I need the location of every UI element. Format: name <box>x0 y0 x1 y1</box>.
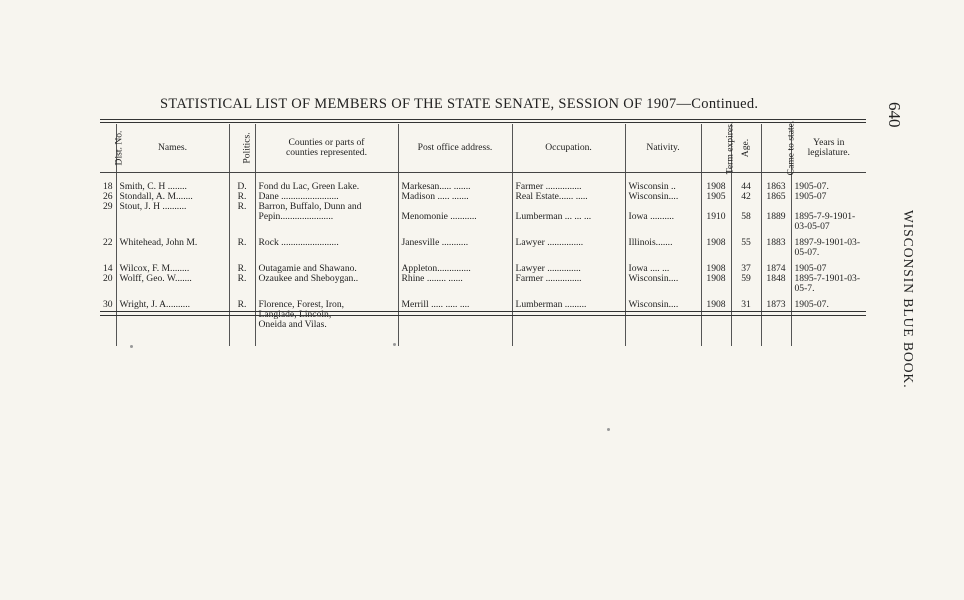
cell-occupation: Farmer ............... <box>512 274 625 294</box>
cell-politics: R. <box>229 294 255 346</box>
cell-name: Wolff, Geo. W....... <box>116 274 229 294</box>
cell-counties: Fond du Lac, Green Lake. <box>255 173 398 193</box>
cell-term: 1908 <box>701 232 731 258</box>
table-row <box>100 294 866 346</box>
paper-speck <box>130 345 133 348</box>
cell-nativity: Iowa .......... <box>625 202 701 232</box>
cell-nativity: Illinois....... <box>625 232 701 258</box>
cell-dist: 18 <box>100 173 116 193</box>
col-years-header: Years in legislature. <box>791 124 866 173</box>
cell-nativity: Wisconsin.... <box>625 274 701 294</box>
col-nativity-header: Nativity. <box>625 124 701 173</box>
cell-dist: 22 <box>100 232 116 258</box>
cell-counties: Florence, Forest, Iron, Langlade, Lincoln, Oneida and Vilas. <box>255 294 398 346</box>
cell-years: 1905-07. <box>794 299 829 310</box>
cell-occupation: Farmer ............... <box>512 173 625 193</box>
table-row <box>100 232 866 258</box>
cell-post: Merrill ..... ..... .... <box>398 294 512 346</box>
cell-counties: Ozaukee and Sheboygan.. <box>255 274 398 294</box>
cell-name: Smith, C. H ........ <box>116 173 229 193</box>
table-row <box>100 202 866 232</box>
bottom-rule-1 <box>100 311 866 312</box>
cell-age: 42 <box>731 192 761 202</box>
paper-speck <box>607 428 610 431</box>
cell-name: Stondall, A. M....... <box>116 192 229 202</box>
cell-name: Wright, J. A.......... <box>116 294 229 346</box>
col-age-header: Age. <box>731 124 761 173</box>
senate-members-table <box>100 120 866 346</box>
cell-dist: 20 <box>100 274 116 294</box>
cell-term: 1910 <box>701 202 731 232</box>
cell-came: 1863 <box>761 173 791 193</box>
cell-age: 55 <box>731 232 761 258</box>
cell-term: 1908 <box>701 274 731 294</box>
cell-occupation: Lawyer .............. <box>512 258 625 274</box>
bottom-rule-2 <box>100 315 866 316</box>
cell-years: 1905-07 <box>794 263 827 274</box>
cell-term: 1905 <box>701 192 731 202</box>
cell-came: 1873 <box>761 294 791 346</box>
cell-years: 1905-07. <box>794 181 829 192</box>
cell-nativity: Wisconsin.... <box>625 294 701 346</box>
cell-counties: Rock ........................ <box>255 232 398 258</box>
cell-occupation: Lumberman ......... <box>512 294 625 346</box>
cell-came: 1865 <box>761 192 791 202</box>
cell-post: Rhine ........ ...... <box>398 274 512 294</box>
cell-politics: R. <box>229 258 255 274</box>
cell-term: 1908 <box>701 294 731 346</box>
cell-name: Wilcox, F. M........ <box>116 258 229 274</box>
cell-years: 1905-07 <box>794 192 827 202</box>
cell-counties: Barron, Buffalo, Dunn and Pepin...................... <box>255 202 398 232</box>
col-term-header: Term expires. <box>701 124 731 173</box>
table-row <box>100 274 866 294</box>
col-occupation-header: Occupation. <box>512 124 625 173</box>
header-row <box>100 124 866 173</box>
cell-nativity: Wisconsin .. <box>625 173 701 193</box>
cell-years: 1895-7-9-1901- 03-05-07 <box>794 211 856 232</box>
cell-years: 1897-9-1901-03- 05-07. <box>794 237 861 258</box>
cell-counties: Outagamie and Shawano. <box>255 258 398 274</box>
cell-politics: D. <box>229 173 255 193</box>
cell-politics: R. <box>229 192 255 202</box>
cell-age: 31 <box>731 294 761 346</box>
cell-post: Janesville ........... <box>398 232 512 258</box>
cell-post: Markesan..... ....... <box>398 173 512 193</box>
cell-post: Appleton.............. <box>398 258 512 274</box>
cell-post: Menomonie ........... <box>398 202 512 232</box>
table-row <box>100 258 866 274</box>
running-title: WISCONSIN BLUE BOOK. <box>901 210 916 389</box>
paper-speck <box>393 343 396 346</box>
page-heading: STATISTICAL LIST OF MEMBERS OF THE STATE SENATE, SESSION OF 1907—Continued. <box>160 96 759 112</box>
top-rule-2 <box>100 122 866 123</box>
col-names-header: Names. <box>116 124 229 173</box>
cell-counties: Dane ........................ <box>255 192 398 202</box>
cell-politics: R. <box>229 202 255 232</box>
col-came-header: Came to state. <box>761 124 791 173</box>
cell-years: 1895-7-1901-03- 05-7. <box>794 274 861 294</box>
cell-came: 1848 <box>761 274 791 294</box>
cell-came: 1874 <box>761 258 791 274</box>
cell-term: 1908 <box>701 258 731 274</box>
col-counties-header: Counties or parts of counties represented. <box>255 124 398 173</box>
cell-age: 59 <box>731 274 761 294</box>
col-post-header: Post office address. <box>398 124 512 173</box>
cell-term: 1908 <box>701 173 731 193</box>
cell-age: 37 <box>731 258 761 274</box>
cell-came: 1883 <box>761 232 791 258</box>
table-row <box>100 192 866 202</box>
cell-occupation: Real Estate...... ..... <box>512 192 625 202</box>
cell-came: 1889 <box>761 202 791 232</box>
page-number: 640 <box>885 102 904 128</box>
cell-politics: R. <box>229 232 255 258</box>
cell-occupation: Lawyer ............... <box>512 232 625 258</box>
table-row <box>100 173 866 193</box>
col-politics-header: Politics. <box>229 124 255 173</box>
cell-dist: 30 <box>100 294 116 346</box>
col-dist-header: Dist. No. <box>100 124 116 173</box>
cell-dist: 26 <box>100 192 116 202</box>
cell-occupation: Lumberman ... ... ... <box>512 202 625 232</box>
cell-age: 58 <box>731 202 761 232</box>
top-rule-1 <box>100 119 866 120</box>
cell-dist: 29 <box>100 202 116 232</box>
cell-post: Madison ..... ....... <box>398 192 512 202</box>
cell-nativity: Iowa .... ... <box>625 258 701 274</box>
cell-name: Stout, J. H .......... <box>116 202 229 232</box>
cell-name: Whitehead, John M. <box>116 232 229 258</box>
cell-politics: R. <box>229 274 255 294</box>
cell-age: 44 <box>731 173 761 193</box>
cell-nativity: Wisconsin.... <box>625 192 701 202</box>
cell-dist: 14 <box>100 258 116 274</box>
